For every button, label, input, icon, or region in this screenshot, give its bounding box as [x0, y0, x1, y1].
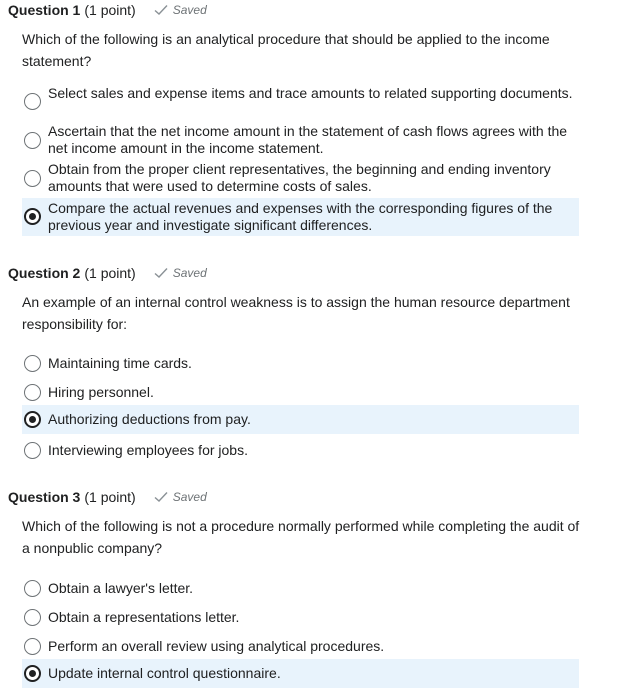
question-text: An example of an internal control weakness is to assign the human resource department responsibility for: — [22, 294, 570, 332]
radio-button[interactable] — [24, 609, 41, 626]
saved-status — [154, 266, 207, 280]
question-title: Question 3 — [8, 489, 81, 505]
option-label: Perform an overall review using analytical procedures. — [48, 638, 385, 654]
option-label: Authorizing deductions from pay. — [48, 411, 251, 427]
option-label: Ascertain that the net income amount in the statement of cash flows agrees with the net income amount in the income statement. — [48, 123, 568, 156]
radio-button[interactable] — [24, 384, 41, 401]
answer-option-selected[interactable] — [22, 405, 579, 434]
radio-button[interactable] — [24, 580, 41, 597]
radio-button[interactable] — [24, 638, 41, 655]
check-icon — [154, 267, 168, 279]
question-points: (1 point) — [84, 489, 136, 505]
option-label: Interviewing employees for jobs. — [48, 442, 248, 458]
option-label: Obtain a lawyer's letter. — [48, 580, 194, 596]
question-text: Which of the following is not a procedure normally performed while completing the audit of a nonpublic company? — [22, 518, 580, 556]
option-label: Maintaining time cards. — [48, 355, 192, 371]
question-points: (1 point) — [84, 265, 136, 281]
question-points: (1 point) — [84, 2, 136, 18]
radio-button[interactable] — [24, 355, 41, 372]
question-header — [8, 263, 207, 283]
radio-button-checked[interactable] — [24, 208, 41, 225]
radio-button[interactable] — [24, 170, 41, 187]
question-text: Which of the following is an analytical procedure that should be applied to the income statement? — [22, 31, 550, 69]
answer-option[interactable] — [22, 161, 579, 197]
answer-option[interactable] — [22, 632, 579, 661]
option-label: Obtain from the proper client representatives, the beginning and ending inventory amounts that were used to determine costs of sales. — [48, 161, 551, 194]
radio-button-checked[interactable] — [24, 665, 41, 682]
question-header — [8, 487, 207, 507]
question-title: Question 1 — [8, 2, 81, 18]
saved-status — [154, 3, 207, 17]
option-label: Obtain a representations letter. — [48, 609, 240, 625]
answer-option[interactable] — [22, 349, 579, 378]
option-label: Compare the actual revenues and expenses with the corresponding figures of the previous year and investigate significant differences. — [48, 200, 553, 233]
answer-option-selected[interactable] — [22, 198, 579, 236]
answer-option[interactable] — [22, 84, 579, 120]
answer-option[interactable] — [22, 436, 579, 465]
option-label: Hiring personnel. — [48, 384, 154, 400]
answer-option[interactable] — [22, 574, 579, 603]
answer-option[interactable] — [22, 123, 579, 159]
saved-label: Saved — [172, 490, 207, 504]
radio-button[interactable] — [24, 93, 41, 110]
radio-button[interactable] — [24, 442, 41, 459]
saved-label: Saved — [172, 266, 207, 280]
radio-button[interactable] — [24, 132, 41, 149]
check-icon — [154, 4, 168, 16]
option-label: Update internal control questionnaire. — [48, 665, 281, 681]
answer-option[interactable] — [22, 603, 579, 632]
question-header — [8, 0, 207, 20]
question-title: Question 2 — [8, 265, 81, 281]
check-icon — [154, 491, 168, 503]
saved-status — [154, 490, 207, 504]
answer-option[interactable] — [22, 378, 579, 407]
option-label: Select sales and expense items and trace amounts to related supporting documents. — [48, 85, 573, 101]
saved-label: Saved — [172, 3, 207, 17]
radio-button-checked[interactable] — [24, 411, 41, 428]
